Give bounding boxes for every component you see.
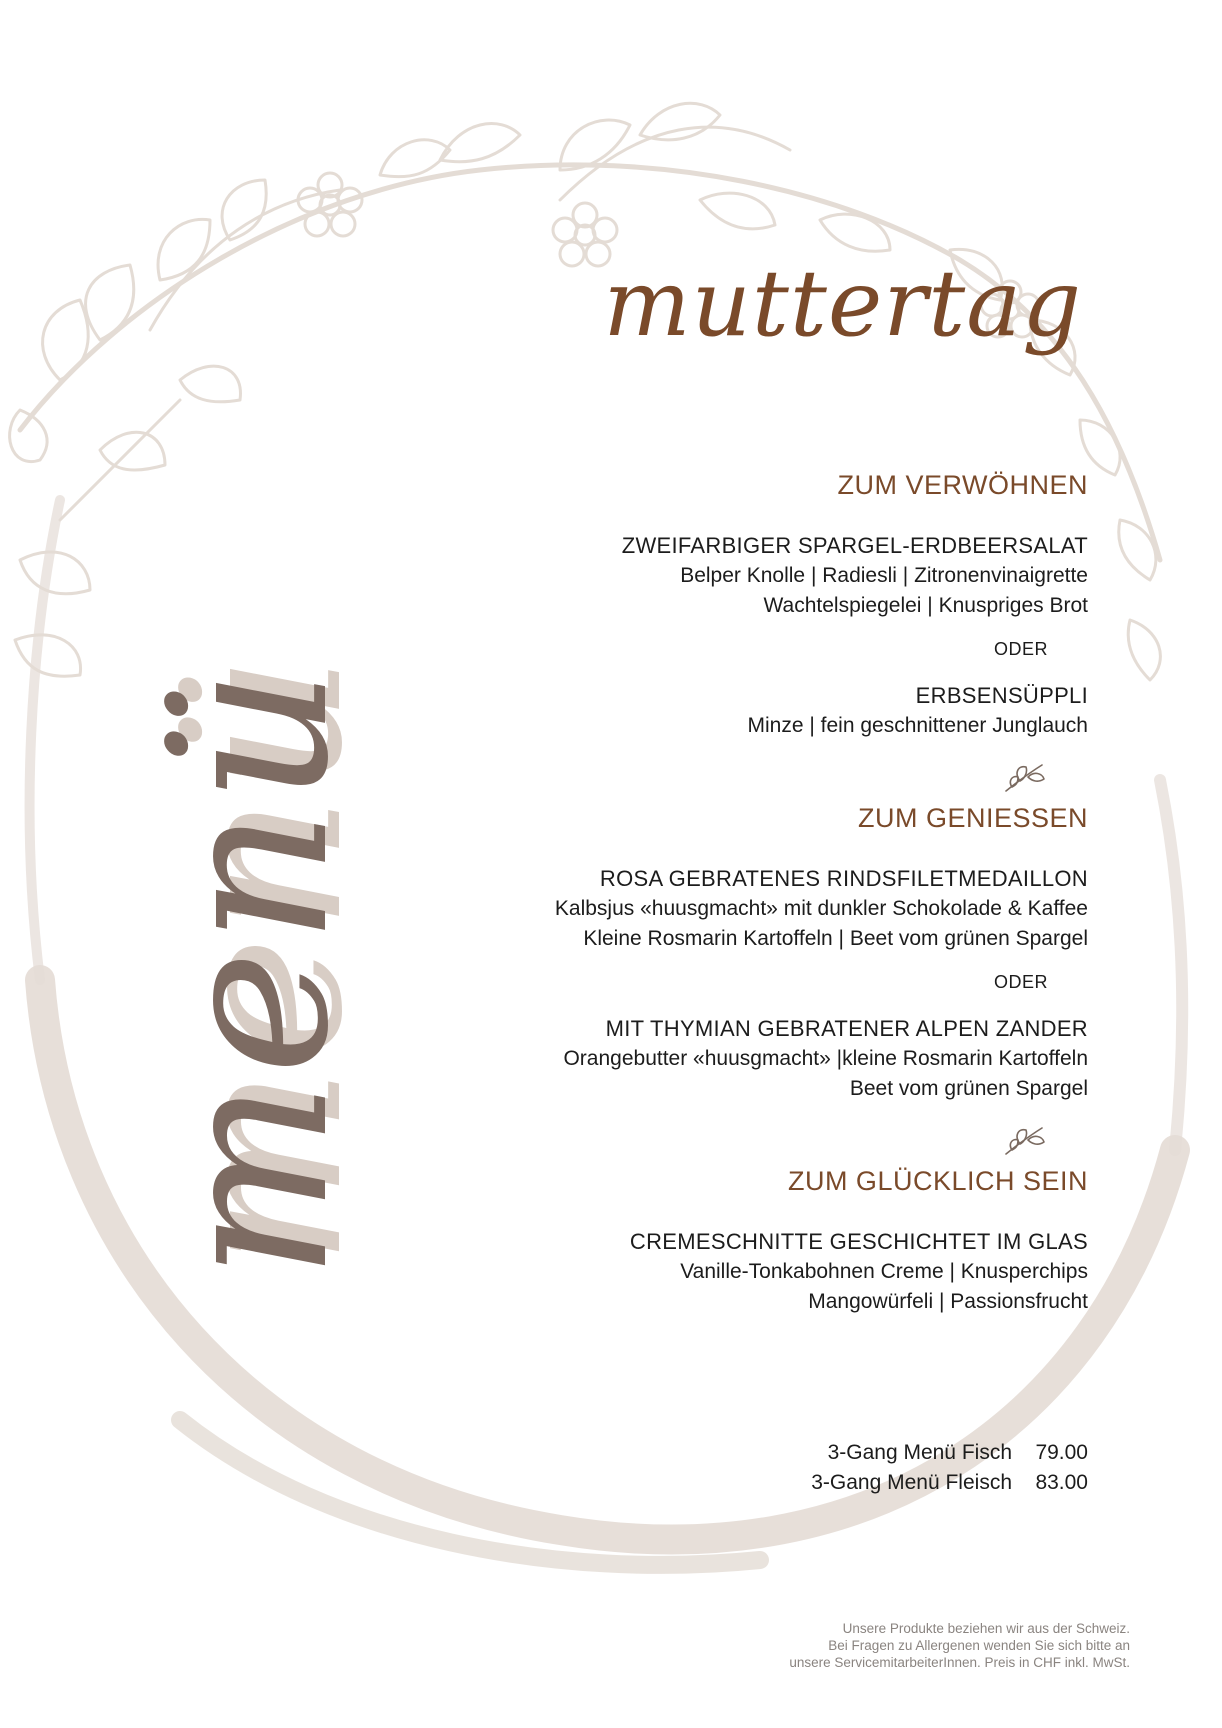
dish-description: Minze | fein geschnittener Junglauch — [747, 714, 1088, 737]
dish-name: ZWEIFARBIGER SPARGEL-ERDBEERSALAT — [621, 533, 1088, 558]
dish-name: ERBSENSÜPPLI — [915, 683, 1088, 708]
dish-description: Orangebutter «huusgmacht» |kleine Rosmarin Kartoffeln — [563, 1047, 1088, 1070]
dish-name: ROSA GEBRATENES RINDSFILETMEDAILLON — [599, 866, 1088, 891]
footer-line: unsere ServicemitarbeiterInnen. Preis in CHF inkl. MwSt. — [789, 1655, 1130, 1670]
dish — [388, 1227, 1088, 1317]
price-label: 3-Gang Menü Fisch — [827, 1441, 1012, 1464]
dish — [388, 681, 1088, 741]
dish-description: Kalbsjus «huusgmacht» mit dunkler Schokolade & Kaffee — [554, 897, 1088, 920]
price-value: 83.00 — [1035, 1471, 1088, 1494]
footer-line: Unsere Produkte beziehen wir aus der Schweiz. — [842, 1621, 1130, 1636]
menu-content — [388, 470, 1088, 1317]
price-row — [811, 1438, 1088, 1468]
section-zum-geniessen — [388, 803, 1088, 1104]
divider — [388, 761, 1048, 797]
vertical-menu-title: menü — [130, 662, 375, 1280]
dish — [388, 1014, 1088, 1104]
dish-description: Beet vom grünen Spargel — [849, 1077, 1088, 1100]
dish — [388, 531, 1088, 621]
divider — [388, 1124, 1048, 1160]
price-row — [811, 1468, 1088, 1498]
footer-line: Bei Fragen zu Allergenen wenden Sie sich bitte an — [828, 1638, 1130, 1653]
or-label: ODER — [993, 972, 1048, 992]
dish-name: MIT THYMIAN GEBRATENER ALPEN ZANDER — [605, 1016, 1088, 1041]
dish-name: CREMESCHNITTE GESCHICHTET IM GLAS — [629, 1229, 1088, 1254]
dish-description: Belper Knolle | Radiesli | Zitronenvinaigrette — [680, 564, 1088, 587]
price-value: 79.00 — [1035, 1441, 1088, 1464]
leaf-sprig-icon — [1002, 761, 1048, 795]
section-zum-gluecklich-sein — [388, 1166, 1088, 1317]
section-heading: ZUM GENIESSEN — [857, 803, 1088, 833]
section-heading: ZUM GLÜCKLICH SEIN — [787, 1166, 1088, 1196]
price-label: 3-Gang Menü Fleisch — [811, 1471, 1012, 1494]
leaf-sprig-icon — [1002, 1124, 1048, 1158]
or-label: ODER — [993, 639, 1048, 659]
dish-description: Mangowürfeli | Passionsfrucht — [808, 1290, 1088, 1313]
price-list — [811, 1438, 1088, 1498]
dish-description: Kleine Rosmarin Kartoffeln | Beet vom grünen Spargel — [583, 927, 1088, 950]
page-title: muttertag — [603, 250, 1082, 357]
section-heading: ZUM VERWÖHNEN — [837, 470, 1088, 500]
section-zum-verwoehnen — [388, 470, 1088, 741]
footer-note — [789, 1620, 1130, 1671]
dish-description: Vanille-Tonkabohnen Creme | Knusperchips — [680, 1260, 1088, 1283]
dish-description: Wachtelspiegelei | Knuspriges Brot — [763, 594, 1088, 617]
dish — [388, 864, 1088, 954]
